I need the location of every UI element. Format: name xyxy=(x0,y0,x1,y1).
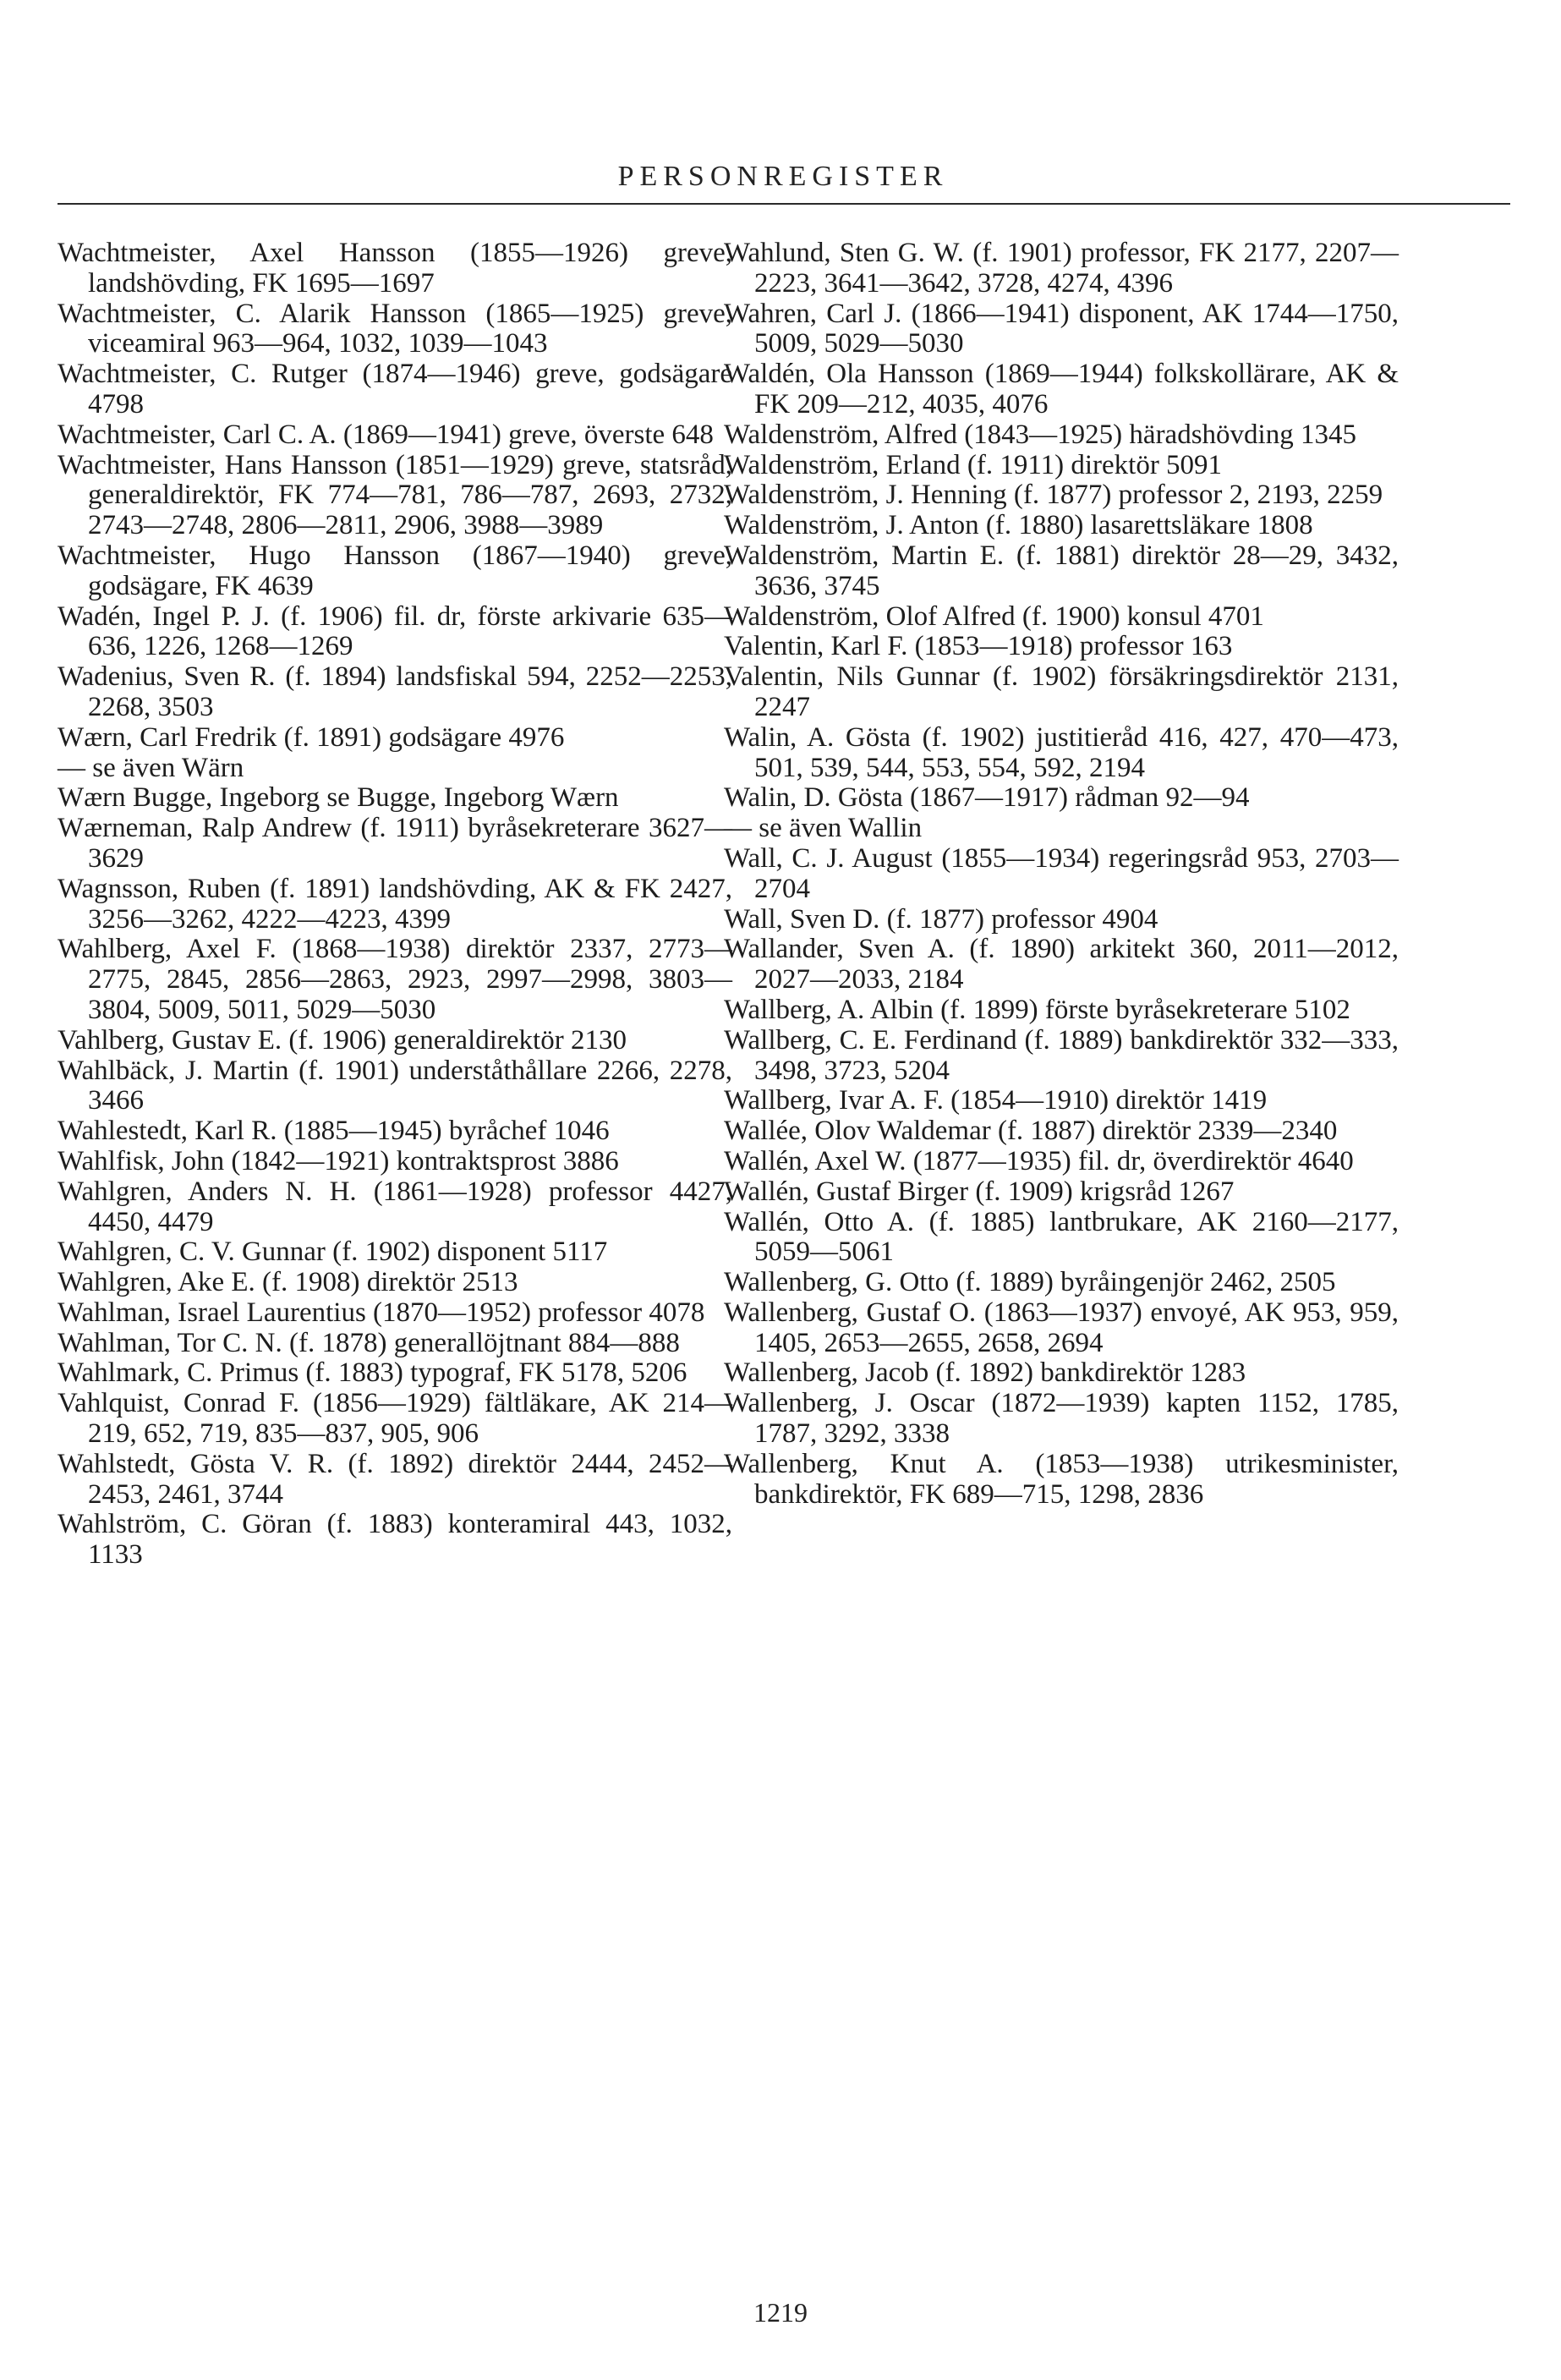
index-entry: Wagnsson, Ruben (f. 1891) landshövding, AK & FK 2427, 3256—3262, 4222—4223, 4399 xyxy=(58,873,732,935)
index-entry: Wahlbäck, J. Martin (f. 1901) underståthållare 2266, 2278, 3466 xyxy=(58,1055,732,1116)
index-entry: Waldenström, Olof Alfred (f. 1900) konsul 4701 xyxy=(724,600,1264,632)
index-entry: Waldenström, J. Anton (f. 1880) lasarettsläkare 1808 xyxy=(724,510,1313,541)
index-entry: Waldén, Ola Hansson (1869—1944) folkskollärare, AK & FK 209—212, 4035, 4076 xyxy=(724,359,1399,420)
index-entry: Wallenberg, Gustaf O. (1863—1937) envoyé, AK 953, 959, 1405, 2653—2655, 2658, 2694 xyxy=(724,1297,1399,1358)
index-entry: Wahlestedt, Karl R. (1885—1945) byråchef 1046 xyxy=(58,1116,610,1147)
index-entry: Walin, D. Gösta (1867—1917) rådman 92—94 xyxy=(724,782,1250,814)
index-column-left xyxy=(58,239,732,1571)
index-column-right xyxy=(724,239,1399,1510)
index-entry: Wachtmeister, Axel Hansson (1855—1926) greve, landshövding, FK 1695—1697 xyxy=(58,238,732,299)
index-entry: Wachtmeister, Hugo Hansson (1867—1940) greve, godsägare, FK 4639 xyxy=(58,540,732,601)
index-entry: Wadén, Ingel P. J. (f. 1906) fil. dr, förste arkivarie 635—636, 1226, 1268—1269 xyxy=(58,600,732,662)
index-entry: Wallenberg, Jacob (f. 1892) bankdirektör 1283 xyxy=(724,1357,1246,1389)
index-entry: Wallberg, Ivar A. F. (1854—1910) direktör 1419 xyxy=(724,1085,1268,1116)
index-entry: Vahlquist, Conrad F. (1856—1929) fältläkare, AK 214—219, 652, 719, 835—837, 905, 906 xyxy=(58,1388,732,1450)
index-entry: Wallenberg, G. Otto (f. 1889) byråingenjör 2462, 2505 xyxy=(724,1267,1336,1298)
index-entry: Wallenberg, Knut A. (1853—1938) utrikesminister, bankdirektör, FK 689—715, 1298, 2836 xyxy=(724,1448,1399,1510)
index-entry: Wachtmeister, C. Alarik Hansson (1865—1925) greve, viceamiral 963—964, 1032, 1039—1043 xyxy=(58,298,732,359)
index-entry: Wahlgren, C. V. Gunnar (f. 1902) disponent 5117 xyxy=(58,1237,608,1268)
page-number: 1219 xyxy=(753,2297,808,2328)
index-entry: — se även Wärn xyxy=(58,752,244,783)
index-entry: Valentin, Nils Gunnar (f. 1902) försäkringsdirektör 2131, 2247 xyxy=(724,661,1399,722)
index-entry: Wærneman, Ralp Andrew (f. 1911) byråsekreterare 3627—3629 xyxy=(58,813,732,874)
index-entry: Wahlström, C. Göran (f. 1883) konteramiral 443, 1032, 1133 xyxy=(58,1509,732,1571)
index-entry: Walin, A. Gösta (f. 1902) justitieråd 416, 427, 470—473, 501, 539, 544, 553, 554, 592, 2194 xyxy=(724,721,1399,783)
index-entry: Waldenström, J. Henning (f. 1877) professor 2, 2193, 2259 xyxy=(724,480,1383,511)
index-entry: Wallén, Axel W. (1877—1935) fil. dr, överdirektör 4640 xyxy=(724,1145,1354,1176)
index-entry: Wallén, Otto A. (f. 1885) lantbrukare, AK 2160—2177, 5059—5061 xyxy=(724,1206,1399,1268)
index-entry: Wall, C. J. August (1855—1934) regeringsråd 953, 2703—2704 xyxy=(724,842,1399,904)
index-entry: Wahlstedt, Gösta V. R. (f. 1892) direktör 2444, 2452—2453, 2461, 3744 xyxy=(58,1448,732,1510)
index-entry: Wallée, Olov Waldemar (f. 1887) direktör 2339—2340 xyxy=(724,1116,1338,1147)
index-entry: Wallén, Gustaf Birger (f. 1909) krigsråd 1267 xyxy=(724,1176,1235,1207)
index-entry: Wahlgren, Ake E. (f. 1908) direktör 2513 xyxy=(58,1267,518,1298)
index-entry: — se även Wallin xyxy=(724,813,923,844)
index-entry: Wachtmeister, C. Rutger (1874—1946) greve, godsägare 4798 xyxy=(58,359,732,420)
index-entry: Wachtmeister, Hans Hansson (1851—1929) greve, statsråd, generaldirektör, FK 774—781, 786—787, 2693, 2732, 2743—2748, 2806—2811, 2906, 3988—3989 xyxy=(58,449,732,541)
index-entry: Wahlman, Israel Laurentius (1870—1952) professor 4078 xyxy=(58,1297,705,1328)
index-entry: Wall, Sven D. (f. 1877) professor 4904 xyxy=(724,903,1158,935)
index-entry: Wærn Bugge, Ingeborg se Bugge, Ingeborg Wærn xyxy=(58,782,619,814)
index-entry: Wahlgren, Anders N. H. (1861—1928) professor 4427, 4450, 4479 xyxy=(58,1176,732,1237)
index-entry: Vahlberg, Gustav E. (f. 1906) generaldirektör 2130 xyxy=(58,1024,627,1056)
index-entry: Wallander, Sven A. (f. 1890) arkitekt 360, 2011—2012, 2027—2033, 2184 xyxy=(724,934,1399,995)
index-entry: Waldenström, Martin E. (f. 1881) direktör 28—29, 3432, 3636, 3745 xyxy=(724,540,1399,601)
index-entry: Wærn, Carl Fredrik (f. 1891) godsägare 4976 xyxy=(58,721,565,753)
index-entry: Wallenberg, J. Oscar (1872—1939) kapten 1152, 1785, 1787, 3292, 3338 xyxy=(724,1388,1399,1450)
index-entry: Wahlberg, Axel F. (1868—1938) direktör 2337, 2773—2775, 2845, 2856—2863, 2923, 2997—2998, 3803—3804, 5009, 5011, 5029—5030 xyxy=(58,934,732,1025)
index-entry: Wahlman, Tor C. N. (f. 1878) generallöjtnant 884—888 xyxy=(58,1327,680,1358)
index-entry: Wahlfisk, John (1842—1921) kontraktsprost 3886 xyxy=(58,1145,619,1176)
index-entry: Wahren, Carl J. (1866—1941) disponent, AK 1744—1750, 5009, 5029—5030 xyxy=(724,298,1399,359)
header-rule xyxy=(58,203,1510,205)
index-entry: Wallberg, C. E. Ferdinand (f. 1889) bankdirektör 332—333, 3498, 3723, 5204 xyxy=(724,1024,1399,1086)
index-entry: Wadenius, Sven R. (f. 1894) landsfiskal 594, 2252—2253, 2268, 3503 xyxy=(58,661,732,722)
index-entry: Wallberg, A. Albin (f. 1899) förste byråsekreterare 5102 xyxy=(724,994,1350,1025)
index-entry: Wachtmeister, Carl C. A. (1869—1941) greve, överste 648 xyxy=(58,419,714,450)
index-entry: Valentin, Karl F. (1853—1918) professor 163 xyxy=(724,631,1233,662)
index-entry: Waldenström, Erland (f. 1911) direktör 5091 xyxy=(724,449,1223,480)
index-entry: Wahlmark, C. Primus (f. 1883) typograf, FK 5178, 5206 xyxy=(58,1357,687,1389)
running-header: PERSONREGISTER xyxy=(617,161,949,192)
index-entry: Waldenström, Alfred (1843—1925) häradshövding 1345 xyxy=(724,419,1356,450)
index-entry: Wahlund, Sten G. W. (f. 1901) professor, FK 2177, 2207—2223, 3641—3642, 3728, 4274, 4396 xyxy=(724,238,1399,299)
